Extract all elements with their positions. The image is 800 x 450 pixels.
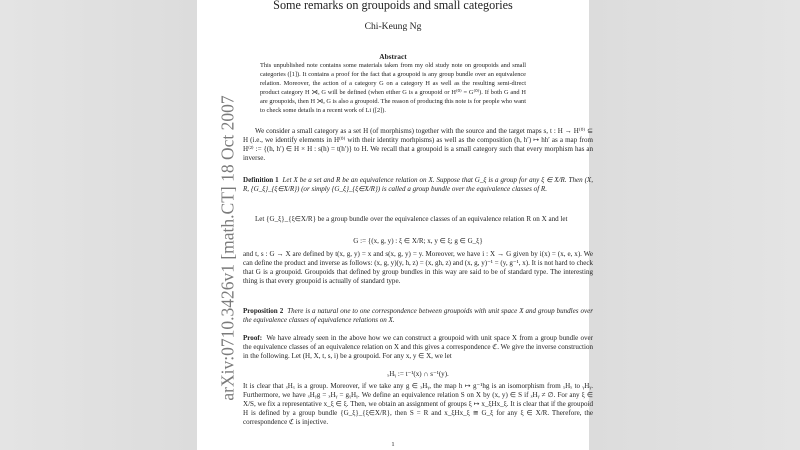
- isomorphism-paragraph: It is clear that ₓHₓ is a group. Moreover, if we take any g ∈ ₓHᵧ, the map h ↦ g⁻¹hg is an isomorphism from ₓHₓ to ᵧHᵧ. Furthermore, we have ₓHᵧg = ₓHᵧ = gᵧHᵧ. We define an equivalence relation S on X by (x, y) ∈ S if ₓHᵧ ≠ ∅. For any ξ ∈ X/S, we fix a representative x_ξ ∈ ξ. Then, we obtain an assignment of groups ξ ↦ x_ξHx_ξ. It is clear that if the groupoid H is defined by a group bundle {G_ξ}_{ξ∈X/R}, then S = R and x_ξHx_ξ ≅ G_ξ for any ξ ∈ X/R. Therefore, the correspondence ℭ is injective.: [243, 382, 593, 427]
- definition-label: Definition 1: [243, 176, 279, 184]
- intro-paragraph: We consider a small category as a set H (of morphisms) together with the source and the target maps s, t : H → H⁽⁰⁾ ⊆ H (i.e., we identify elements in H⁽⁰⁾ with their identity morhpisms) as well as the composition (h, h′) ↦ hh′ as a map from H⁽²⁾ := {(h, h′) ∈ H × H : s(h) = t(h′)} to H. We recall that a groupoid is a small category such that every morphism has an inverse.: [243, 127, 593, 163]
- definition-text: Let X be a set and R be an equivalence relation on X. Suppose that G_ξ is a group for any ξ ∈ X/R. Then (X, R, {G_ξ}_{ξ∈X/R}) (or simply {G_ξ}_{ξ∈X/R}) is called a group bundle over the equivalence classes of R.: [243, 176, 594, 194]
- paper-title: Some remarks on groupoids and small categories: [273, 0, 513, 12]
- definition-1: [243, 176, 593, 194]
- abstract-heading: Abstract: [379, 52, 407, 61]
- proposition-text: There is a natural one to one correspondence between groupoids with unit space X and group bundles over the equivalence classes of equivalence relations on X.: [243, 307, 593, 325]
- display-equation-xhy: ₓHᵧ := t⁻¹(x) ∩ s⁻¹(y).: [387, 370, 449, 378]
- proposition-label: Proposition 2: [243, 307, 284, 315]
- standard-type-paragraph: and t, s : G → X are defined by t(x, g, y) = x and s(x, g, y) = y. Moreover, we have i : X → G given by i(x) = (x, e, x). We can define the product and inverse as follows: (x, g, y)(y, h, z) = (x, gh, z) and (x, g, y)⁻¹ = (y, g⁻¹, x). It is not hard to check that G is a groupoid. Groupoids that defined by group bundles in this way are said to be of standard type. The interesting thing is that every groupoid is actually of standard type.: [243, 250, 593, 286]
- arxiv-stamp: arXiv:0710.3426v1 [math.CT] 18 Oct 2007: [217, 95, 238, 401]
- abstract-text: This unpublished note contains some materials taken from my old study note on groupoids and small categories ([1]). It contains a proof for the fact that a groupoid is any group bundle over an equivalence relation. Moreover, the action of a category G on a category H as well as the resulting semi-direct product category H ⋊ₐ G will be defined (when either G is a groupoid or H⁽⁰⁾ = G⁽⁰⁾). If both G and H are groupoids, then H ⋊ₐ G is also a groupoid. The reason of producing this note is for people who want to check some details in a recent work of Li ([2]).: [260, 62, 526, 115]
- proposition-2: [243, 307, 593, 325]
- paper-page: [197, 0, 594, 450]
- proof-label: Proof:: [243, 334, 263, 342]
- page-number: 1: [391, 441, 395, 448]
- proof-text: We have already seen in the above how we can construct a groupoid with unit space X from a group bundle over the equivalence classes of an equivalence relation on X and this gives a correspondence ℭ. We give the inverse construction in the following. Let (H, X, t, s, i) be a groupoid. For any x, y ∈ X, we let: [243, 334, 593, 361]
- viewer-background-right: [589, 0, 800, 450]
- paper-author: Chi-Keung Ng: [364, 21, 422, 32]
- proof-paragraph: [243, 334, 593, 361]
- group-bundle-paragraph: Let {G_ξ}_{ξ∈X/R} be a group bundle over the equivalence classes of an equivalence relation R on X and let: [255, 215, 568, 223]
- viewer-background-left: [0, 0, 197, 450]
- display-equation-groupoid: G := {(x, g, y) : ξ ∈ X/R; x, y ∈ ξ; g ∈ G_ξ}: [353, 237, 483, 245]
